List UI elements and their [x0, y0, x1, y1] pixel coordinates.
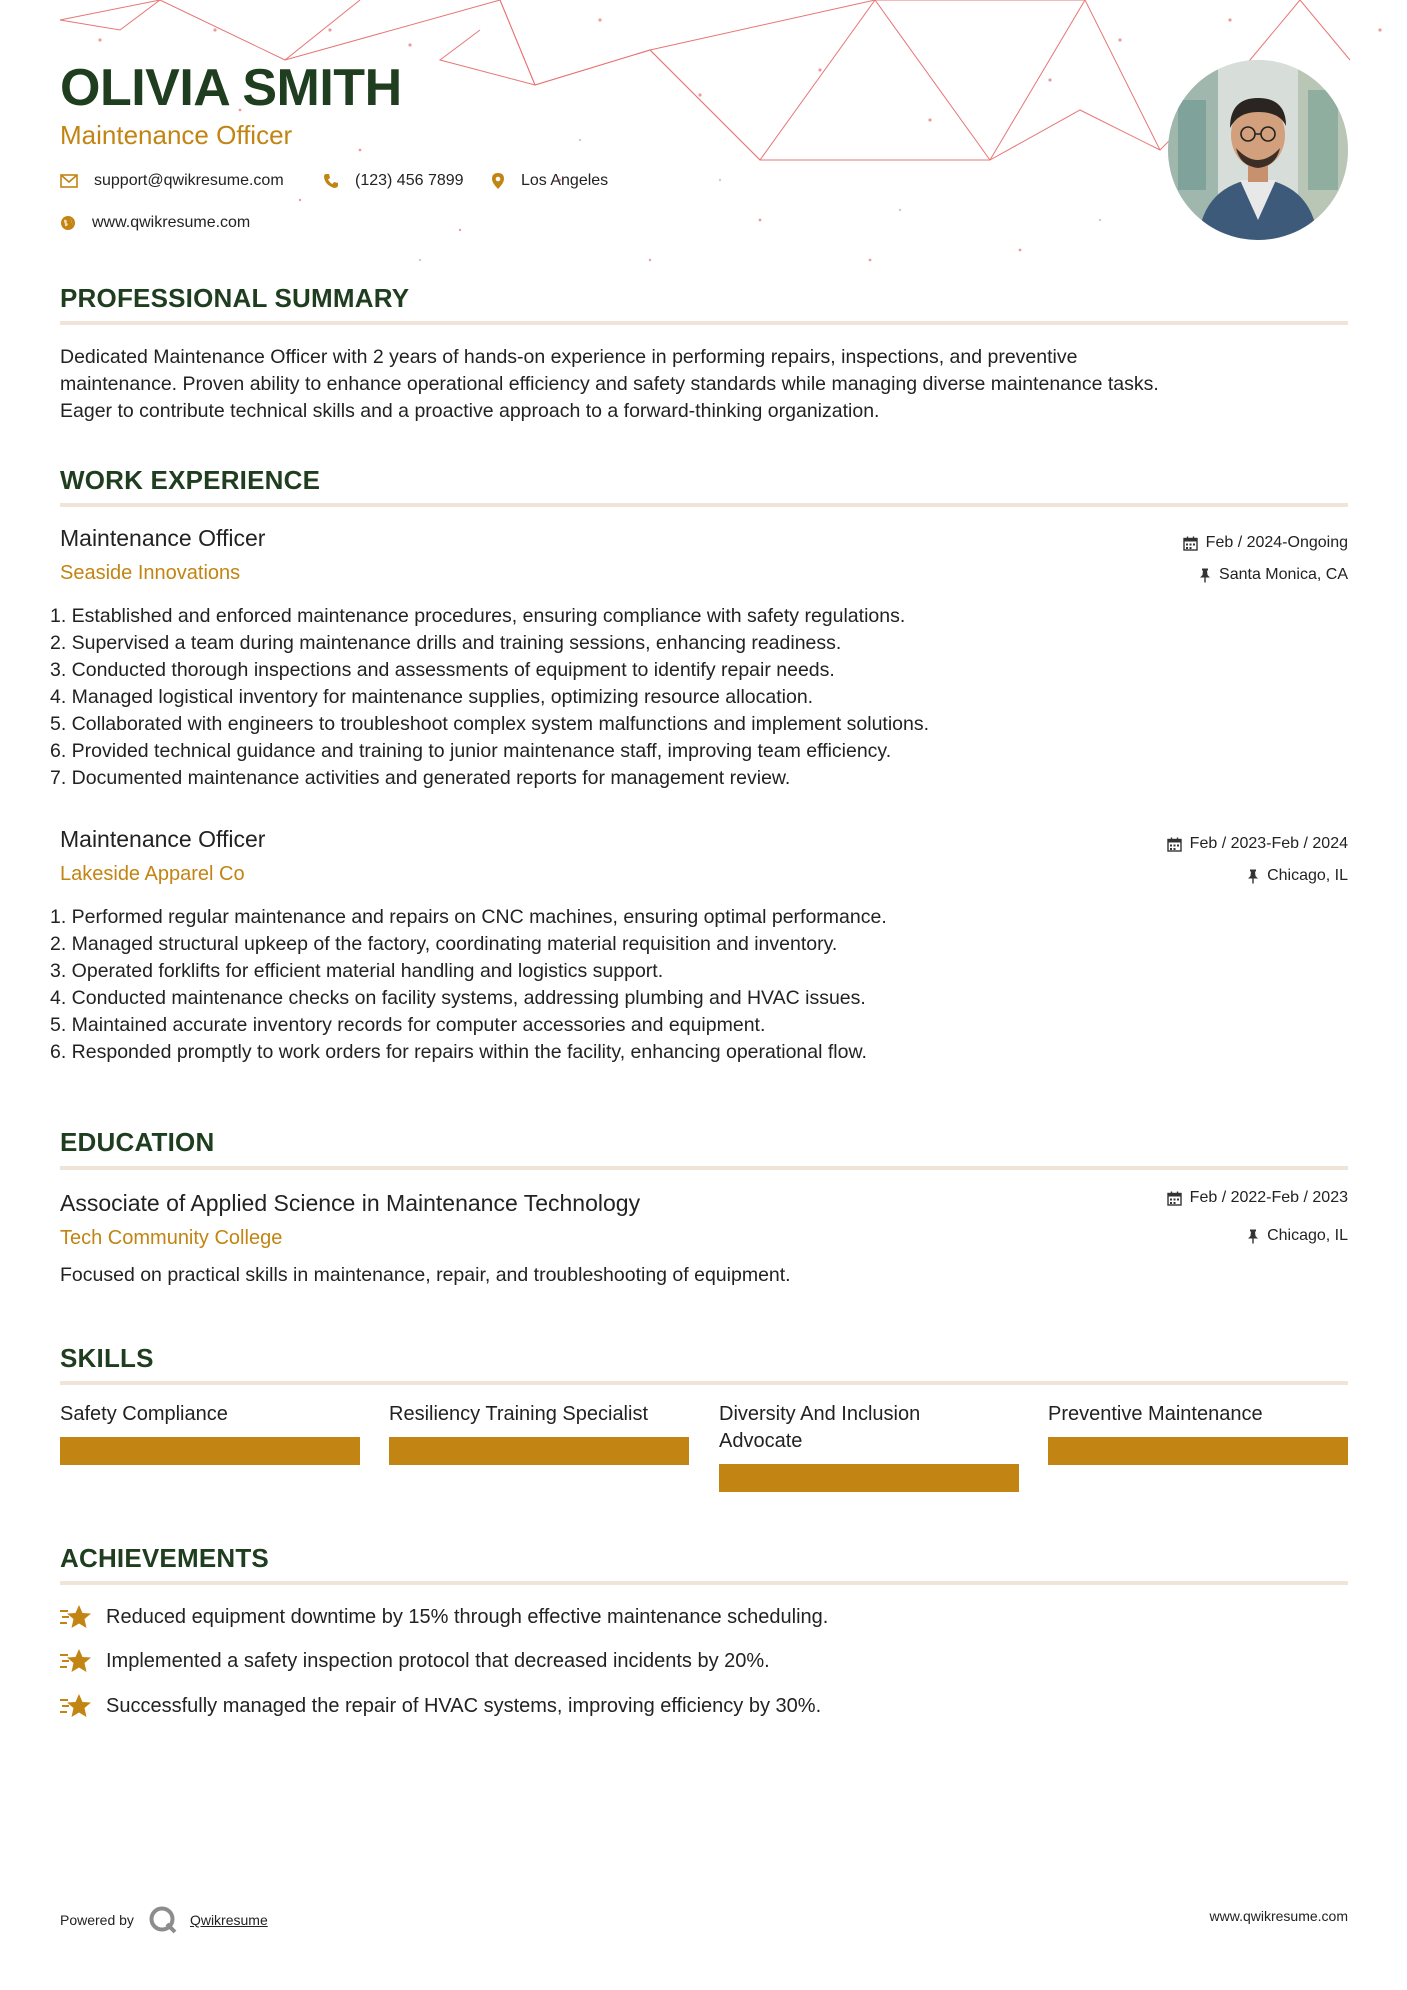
list-item: 4. Managed logistical inventory for maintenance supplies, optimizing resource allocation. [50, 686, 814, 708]
list-item: 6. Provided technical guidance and training to junior maintenance staff, improving team efficiency. [50, 740, 892, 762]
education-description: Focused on practical skills in maintenance, repair, and troubleshooting of equipment. [60, 1264, 791, 1286]
skills-heading: SKILLS [60, 1343, 154, 1373]
skill-label: Resiliency Training Specialist [389, 1403, 649, 1425]
achievement-text: Implemented a safety inspection protocol that decreased incidents by 20%. [106, 1649, 770, 1672]
qwikresume-logo-icon [148, 1905, 178, 1935]
summary-line: Dedicated Maintenance Officer with 2 years of hands-on experience in performing repairs, inspections, and preventive [60, 346, 1078, 368]
skill-item [60, 1401, 360, 1465]
calendar-icon [1167, 837, 1182, 852]
summary-line: maintenance. Proven ability to enhance operational efficiency and safety standards while managing diverse maintenance tasks. [60, 373, 1159, 395]
skill-bar [1048, 1437, 1348, 1465]
profile-photo [1168, 60, 1348, 240]
achievement-item [60, 1692, 821, 1720]
contact-location [491, 172, 608, 190]
phone-text: (123) 456 7899 [355, 172, 464, 189]
list-item: 3. Operated forklifts for efficient material handling and logistics support. [50, 960, 664, 982]
summary-line: Eager to contribute technical skills and a proactive approach to a forward-thinking organization. [60, 400, 880, 422]
job-location [1199, 566, 1348, 584]
star-icon [60, 1692, 92, 1720]
skill-bar [719, 1464, 1019, 1492]
globe-icon [60, 215, 76, 231]
calendar-icon [1183, 536, 1198, 551]
education-divider [60, 1166, 1348, 1170]
skills-divider [60, 1381, 1348, 1385]
list-item: 6. Responded promptly to work orders for repairs within the facility, enhancing operational flow. [50, 1041, 867, 1063]
skill-bar [60, 1437, 360, 1465]
calendar-icon [1167, 1191, 1182, 1206]
job-dates-text: Feb / 2024-Ongoing [1205, 534, 1348, 551]
achievement-text: Successfully managed the repair of HVAC systems, improving efficiency by 30%. [106, 1694, 822, 1717]
job-bullets [50, 904, 1250, 1066]
job-company: Lakeside Apparel Co [60, 863, 245, 885]
candidate-title: Maintenance Officer [60, 120, 293, 150]
phone-icon [323, 173, 339, 189]
email-text: support@qwikresume.com [94, 172, 284, 189]
achievement-text: Reduced equipment downtime by 15% through effective maintenance scheduling. [106, 1605, 829, 1628]
degree-title: Associate of Applied Science in Maintenance Technology [60, 1190, 641, 1216]
job-company: Seaside Innovations [60, 562, 241, 584]
education-dates [1167, 1189, 1348, 1207]
star-icon [60, 1603, 92, 1631]
job-bullets [50, 603, 1250, 792]
skill-item [389, 1401, 689, 1465]
qwikresume-link[interactable]: Qwikresume [189, 1912, 268, 1928]
achievement-item [60, 1647, 770, 1675]
skill-label: Safety Compliance [60, 1403, 228, 1425]
achievement-item [60, 1603, 828, 1631]
pushpin-icon [1199, 568, 1211, 583]
list-item: 7. Documented maintenance activities and generated reports for management review. [50, 767, 791, 789]
skill-bar [389, 1437, 689, 1465]
achievements-divider [60, 1581, 1348, 1585]
skill-label: Diversity And Inclusion Advocate [719, 1403, 921, 1452]
job-dates [1167, 835, 1348, 853]
job-title: Maintenance Officer [60, 525, 266, 551]
job-dates [1183, 534, 1348, 552]
pushpin-icon [1247, 869, 1259, 884]
skill-item [1048, 1401, 1348, 1465]
job-location-text: Chicago, IL [1267, 867, 1348, 884]
list-item: 1. Performed regular maintenance and repairs on CNC machines, ensuring optimal performance. [50, 906, 887, 928]
contact-website[interactable] [60, 214, 250, 232]
pushpin-icon [1247, 1229, 1259, 1244]
achievements-heading: ACHIEVEMENTS [60, 1543, 269, 1573]
job-dates-text: Feb / 2023-Feb / 2024 [1189, 835, 1348, 852]
location-text: Los Angeles [521, 172, 609, 189]
list-item: 5. Collaborated with engineers to troubleshoot complex system malfunctions and implement solutions. [50, 713, 930, 735]
school-name: Tech Community College [60, 1227, 283, 1249]
skill-label: Preventive Maintenance [1048, 1403, 1263, 1425]
list-item: 5. Maintained accurate inventory records for computer accessories and equipment. [50, 1014, 766, 1036]
summary-divider [60, 321, 1348, 325]
envelope-icon [60, 174, 78, 188]
map-pin-icon [491, 172, 505, 190]
experience-divider [60, 503, 1348, 507]
star-icon [60, 1647, 92, 1675]
footer-url[interactable]: www.qwikresume.com [1209, 1908, 1348, 1924]
list-item: 1. Established and enforced maintenance procedures, ensuring compliance with safety regulations. [50, 605, 906, 627]
job-location [1247, 867, 1348, 885]
education-dates-text: Feb / 2022-Feb / 2023 [1189, 1189, 1348, 1206]
contact-email[interactable] [60, 172, 284, 190]
list-item: 2. Managed structural upkeep of the factory, coordinating material requisition and inventory. [50, 933, 838, 955]
education-heading: EDUCATION [60, 1127, 215, 1157]
job-location-text: Santa Monica, CA [1219, 566, 1348, 583]
list-item: 4. Conducted maintenance checks on facility systems, addressing plumbing and HVAC issues. [50, 987, 866, 1009]
contact-phone[interactable] [323, 172, 464, 190]
education-location-text: Chicago, IL [1267, 1227, 1348, 1244]
list-item: 3. Conducted thorough inspections and assessments of equipment to identify repair needs. [50, 659, 835, 681]
footer-branding [60, 1905, 268, 1935]
website-text: www.qwikresume.com [92, 214, 251, 231]
summary-heading: PROFESSIONAL SUMMARY [60, 283, 410, 313]
powered-by-label: Powered by [60, 1912, 134, 1928]
summary-text [60, 344, 1350, 425]
experience-heading: WORK EXPERIENCE [60, 465, 321, 495]
education-location [1247, 1227, 1348, 1245]
job-title: Maintenance Officer [60, 826, 266, 852]
list-item: 2. Supervised a team during maintenance drills and training sessions, enhancing readiness. [50, 632, 842, 654]
candidate-name: OLIVIA SMITH [60, 59, 402, 117]
skill-item [719, 1401, 1019, 1492]
